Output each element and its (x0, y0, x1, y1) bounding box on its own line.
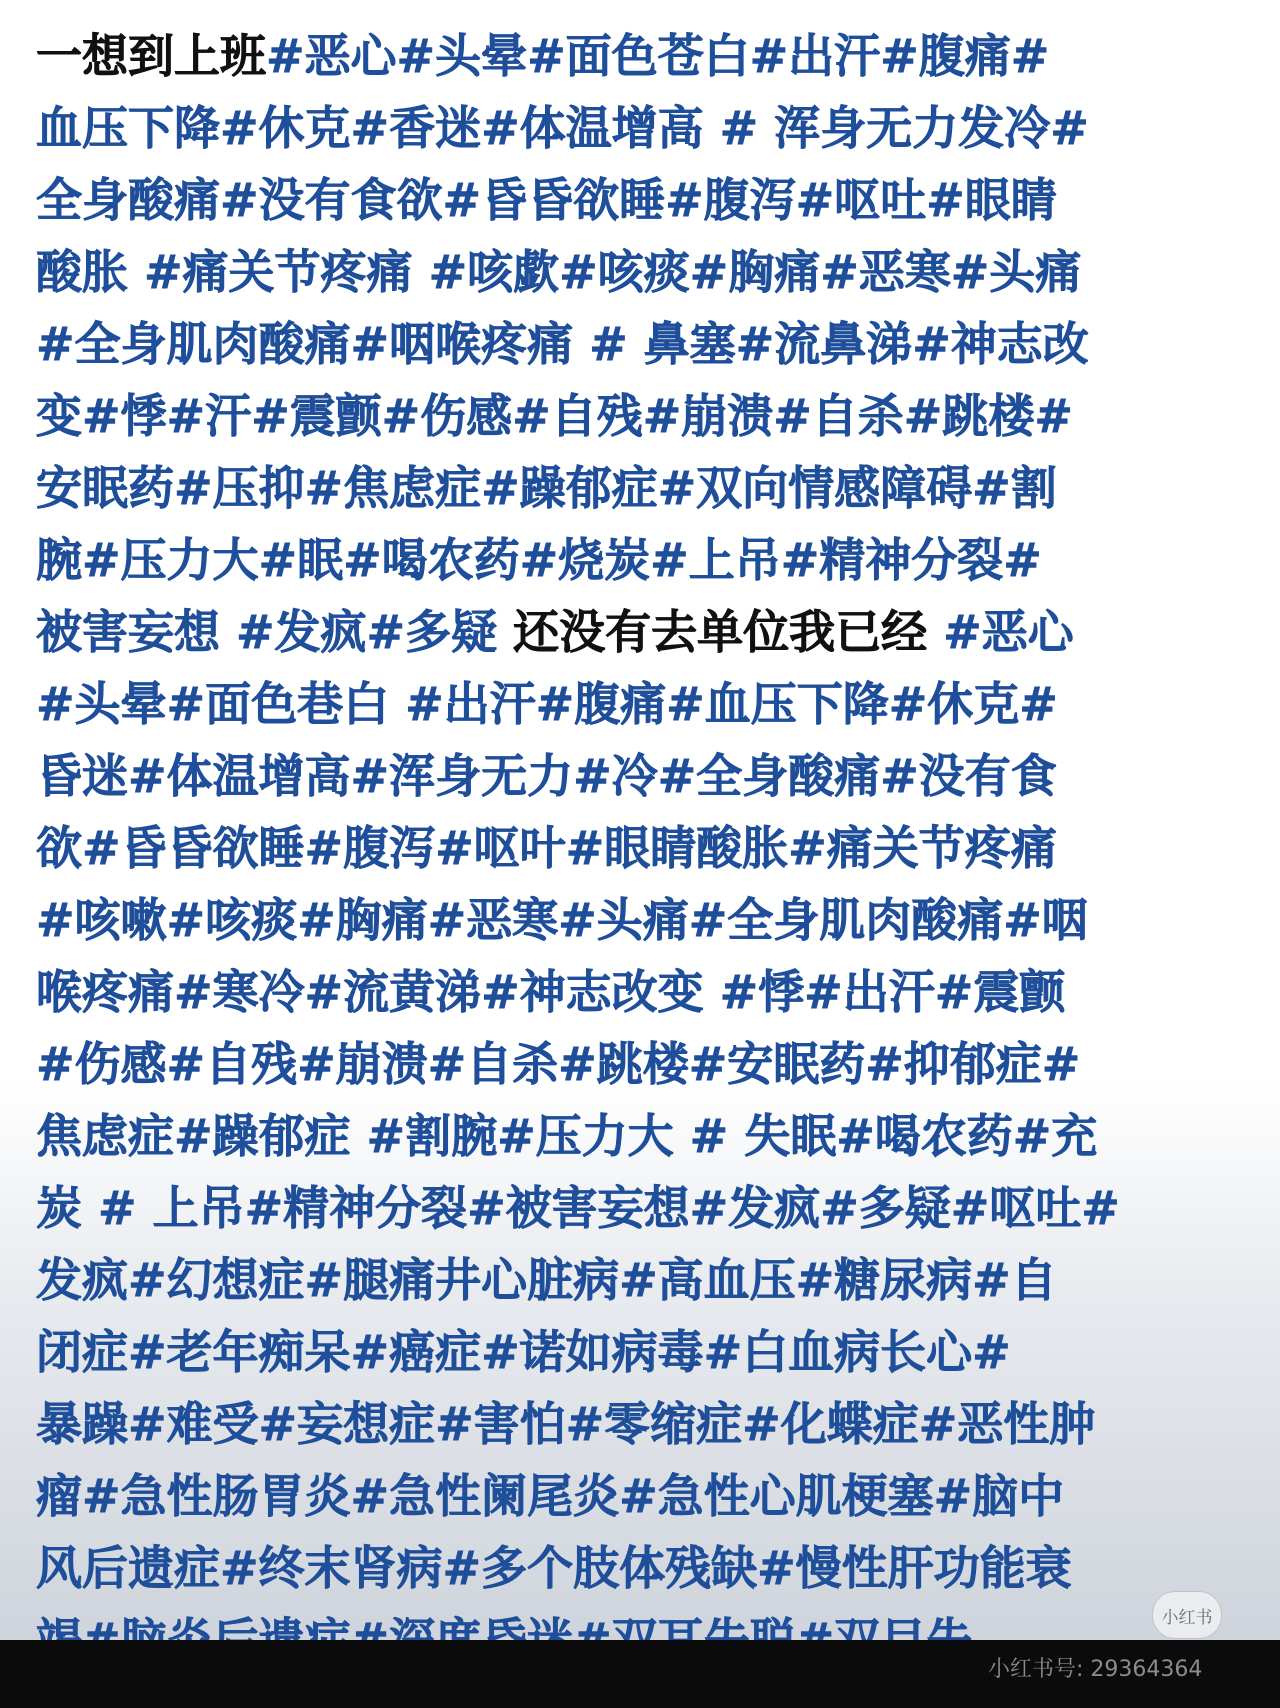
text-line-16 (36, 1100, 1261, 1172)
text-line-3 (36, 164, 1261, 236)
hashtag-run: 变#悸#汗#震颤#伤感#自残#崩溃#自杀#跳楼# (36, 389, 1073, 443)
hashtag-run: 昏迷#体温增高#浑身无力#冷#全身酸痛#没有食 (36, 749, 1057, 803)
hashtag-run: #恶心 (927, 605, 1074, 659)
text-line-8 (36, 524, 1261, 596)
hashtag-run: 腕#压力大#眠#喝农药#烧炭#上吊#精神分裂# (36, 533, 1042, 587)
text-line-13 (36, 884, 1261, 956)
text-line-15 (36, 1028, 1261, 1100)
hashtag-run: 酸胀 #痛关节疼痛 #咳歔#咳痰#胸痛#恶寒#头痛 (36, 245, 1082, 299)
hashtag-run: 炭 # 上吊#精神分裂#被害妄想#发疯#多疑#呕吐# (36, 1181, 1120, 1235)
hashtag-run: #恶心#头晕#面色苍白#出汗#腹痛# (266, 29, 1050, 83)
text-line-4 (36, 236, 1261, 308)
hashtag-run: #头晕#面色巷白 #出汗#腹痛#血压下降#休克# (36, 677, 1058, 731)
text-line-1 (36, 20, 1261, 92)
hashtag-run: 喉疼痛#寒冷#流黄涕#神志改变 #悸#出汗#震颤 (36, 965, 1066, 1019)
hashtag-run: 风后遗症#终末肾病#多个肢体残缺#慢性肝功能衰 (36, 1541, 1072, 1595)
hashtag-run: 暴躁#难受#妄想症#害怕#零缩症#化蝶症#恶性肿 (36, 1397, 1096, 1451)
text-line-21 (36, 1460, 1261, 1532)
text-line-7 (36, 452, 1261, 524)
text-line-22 (36, 1532, 1261, 1604)
intro-phrase: 一想到上班 (36, 29, 266, 83)
hashtag-run: 欲#昏昏欲睡#腹泻#呕叶#眼睛酸胀#痛关节疼痛 (36, 821, 1057, 875)
text-line-5 (36, 308, 1261, 380)
hashtag-run: 被害妄想 #发疯#多疑 (36, 605, 514, 659)
text-line-19 (36, 1316, 1261, 1388)
text-line-17 (36, 1172, 1261, 1244)
text-line-18 (36, 1244, 1261, 1316)
text-line-9 (36, 596, 1261, 668)
text-line-10 (36, 668, 1261, 740)
text-body (36, 20, 1261, 1640)
text-line-11 (36, 740, 1261, 812)
hashtag-run: 瘤#急性肠胃炎#急性阑尾炎#急性心肌梗塞#脑中 (36, 1469, 1065, 1523)
hashtag-run: 发疯#幻想症#腿痛井心脏病#高血压#糖尿病#自 (36, 1253, 1057, 1307)
hashtag-run: #伤感#自残#崩溃#自杀#跳楼#安眠药#抑郁症# (36, 1037, 1081, 1091)
watermark-id: 小红书号: 29364364 (988, 1657, 1203, 1682)
mid-phrase: 还没有去单位我已经 (513, 605, 928, 659)
text-line-2 (36, 92, 1261, 164)
watermark-logo (1152, 1591, 1222, 1639)
hashtag-run: 全身酸痛#没有食欲#昏昏欲睡#腹泻#呕吐#眼睛 (36, 173, 1057, 227)
text-line-6 (36, 380, 1261, 452)
text-line-20 (36, 1388, 1261, 1460)
text-line-12 (36, 812, 1261, 884)
hashtag-run: 闭症#老年痴呆#癌症#诺如病毒#白血病长心# (36, 1325, 1011, 1379)
hashtag-run: 安眠药#压抑#焦虑症#躁郁症#双向情感障碍#割 (36, 461, 1057, 515)
watermark-logo-text: 小红书 (1161, 1607, 1213, 1628)
hashtag-run: #全身肌肉酸痛#咽喉疼痛 # 鼻塞#流鼻涕#神志改 (36, 317, 1089, 371)
hashtag-run: 血压下降#休克#香迷#体温增高 # 浑身无力发冷# (36, 101, 1089, 155)
hashtag-run: 焦虑症#躁郁症 #割腕#压力大 # 失眠#喝农药#充 (36, 1109, 1098, 1163)
text-line-14 (36, 956, 1261, 1028)
hashtag-run: #咳嗽#咳痰#胸痛#恶寒#头痛#全身肌肉酸痛#咽 (36, 893, 1088, 947)
